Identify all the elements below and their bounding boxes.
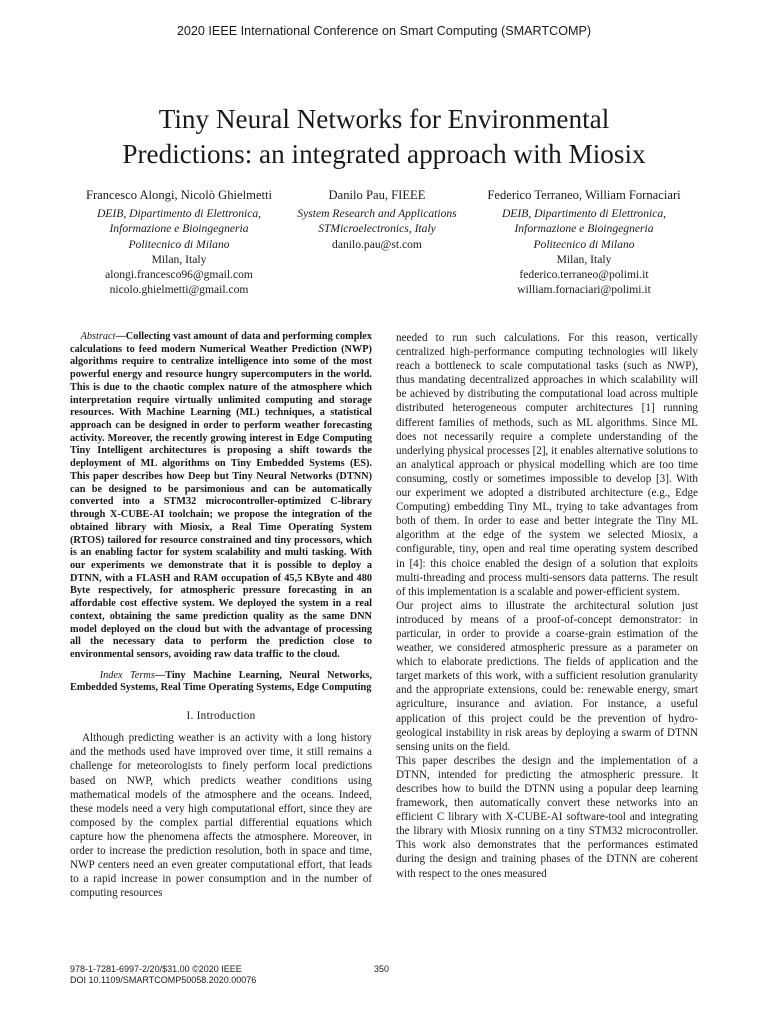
author-email[interactable]: danilo.pau@st.com [332,237,422,251]
footer-isbn: 978-1-7281-6997-2/20/$31.00 ©2020 IEEE [70,964,242,974]
footer-doi: DOI 10.1109/SMARTCOMP50058.2020.00076 [70,975,257,985]
abstract-text: Collecting vast amount of data and performing complex calculations to feed modern Numerical Weather Prediction (NWP) algorithms require to centralize intelligence into some of the most powerful energy and resource hungry supercomputers in the world. This is due to the chaotic complex nature of the atmosphere which interpretation require virtually unlimited computing and storage resources. With Machine Learning (ML) techniques, a statistical approach can be designed in order to perform weather forecasting activity. Moreover, the recently growing interest in Edge Computing Tiny Intelligent architectures is proposing a shift towards the deployment of ML algorithms on Tiny Embedded Systems (ES). This paper describes how Deep but Tiny Neural Networks (DTNN) can be designed to be parsimonious and can be automatically converted into a STM32 microcontroller-optimized C-library through X-CUBE-AI toolchain; we propose the integration of the obtained library with Miosix, a Real Time Operating System (RTOS) tailored for resource constrained and tiny processors, which is an enabling factor for system scalability and multi tasking. With our experiments we demonstrate that it is possible to deploy a DTNN, with a FLASH and RAM occupation of 45,5 KByte and 480 Byte respectively, for atmospheric pressure forecasting in an affordable cost effective system. We deployed the system in a real context, obtaining the same prediction quality as the same DNN model deployed on the cloud but with the advantage of processing all the necessary data to perform the prediction close to environmental sensors, avoiding raw data traffic to the cloud. [70,331,372,660]
affiliation-line: Informazione e Bioingegneria [109,222,249,236]
author-email[interactable]: william.fornaciari@polimi.it [517,283,651,297]
right-column [396,331,698,881]
author-location: Milan, Italy [151,252,207,266]
footer [70,964,256,986]
title-line-2: Predictions: an integrated approach with Miosix [122,139,646,169]
abstract: Abstract—Collecting vast amount of data and performing complex calculations to feed modern Numerical Weather Prediction (NWP) algorithms require to centralize intelligence into some of the most powerful energy and resource hungry supercomputers in the world. This is due to the chaotic complex nature of the atmosphere which interpretation require virtually unlimited computing and storage resources. With Machine Learning (ML) techniques, a statistical approach can be designed in order to perform weather forecasting activity. Moreover, the recently growing interest in Edge Computing Tiny Intelligent architectures is proposing a shift towards the deployment of ML algorithms on Tiny Embedded Systems (ES). This paper describes how Deep but Tiny Neural Networks (DTNN) can be designed to be parsimonious and can be automatically converted into a STM32 microcontroller-optimized C-library through X-CUBE-AI toolchain; we propose the integration of the obtained library with Miosix, a Real Time Operating System (RTOS) tailored for resource constrained and tiny processors, which is an enabling factor for system scalability and multi tasking. With our experiments we demonstrate that it is possible to deploy a DTNN, with a FLASH and RAM occupation of 45,5 KByte and 480 Byte respectively, for atmospheric pressure forecasting in an affordable cost effective system. We deployed the system in a real context, obtaining the same prediction quality as the same DNN model deployed on the cloud but with the advantage of processing all the necessary data to perform the prediction close to environmental sensors, avoiding raw data traffic to the cloud. [70,331,372,660]
author-block-2 [282,188,472,252]
paper-title [60,102,708,172]
affiliation-line: Politecnico di Milano [128,237,230,251]
left-column [70,331,372,900]
index-terms: Index Terms—Tiny Machine Learning, Neural Networks, Embedded Systems, Real Time Operating Systems, Edge Computing [70,669,373,694]
author-block-3 [464,188,704,297]
author-email[interactable]: nicolo.ghielmetti@gmail.com [109,283,249,297]
affiliation-line: DEIB, Dipartimento di Elettronica, [96,207,262,221]
introduction-body-left [70,731,372,900]
author-names: Francesco Alongi, Nicolò Ghielmetti [85,188,273,202]
conference-header: 2020 IEEE International Conference on Smart Computing (SMARTCOMP) [176,24,592,38]
author-block-1 [68,188,290,297]
affiliation-line: DEIB, Dipartimento di Elettronica, [501,207,667,221]
author-names: Federico Terraneo, William Fornaciari [487,188,681,202]
paragraph: Our project aims to illustrate the architectural solution just introduced by means of a proof-of-concept demonstrator: in particular, in order to provide a coarse-grain estimation of the weather, we considered atmospheric pressure as a parameter on which to elaborate predictions. The fields of application and the target markets of this work, with a sufficient resolution granularity and the appropriate extensions, could be: renewable energy, smart agriculture, insurance and aviation. For instance, a useful application of this project could be the prevention of hydro-geological instability in risk areas by deploying a swarm of DTNN sensing units on the field. [396,599,698,753]
title-line-1: Tiny Neural Networks for Environmental [158,104,610,134]
author-location: Milan, Italy [556,252,612,266]
page-number: 350 [374,964,390,974]
author-email[interactable]: federico.terraneo@polimi.it [519,268,649,282]
paragraph: needed to run such calculations. For this reason, vertically centralized high-performance computing technologies will likely reach a bottleneck to scale computational tasks (such as NWP), thus mandating decentralized approaches in which scalability will be achieved by distributing the computational load across multiple distributed heterogeneous computer architectures [1] running different families of methods, such as ML algorithms. Since ML does not necessarily require a complete understanding of the underlying physical processes [2], it enables alternative solutions to an analytical approach or physical modelling which are too time consuming, costly or sometimes impossible to develop [3]. With our experiment we adopted a distributed architecture (e.g., Edge Computing) embedding Tiny ML, trying to take advantages from both of them. In order to ease and better integrate the Tiny ML algorithm at the edge of the system we selected Miosix, a configurable, tiny, open and real time operating system described in [4]: this choice enabled the design of a solution that exploits multi-threading and process multi-sensors data patterns. The result of this implementation is a scalable and power-efficient system. [396,332,698,598]
affiliation-line: System Research and Applications [297,207,457,221]
index-terms-text: Tiny Machine Learning, Neural Networks, Embedded Systems, Real Time Operating Systems, Edge Computing [70,669,373,694]
index-terms-label: Index Terms [99,669,155,681]
paragraph: This paper describes the design and the implementation of a DTNN, intended for predicting the atmospheric pressure. It describes how to build the DTNN using a popular deep learning framework, then automatically convert these networks into an efficient C library with X-CUBE-AI software-tool and integrating the library with Miosix running on a tiny STM32 microcontroller. This work also demonstrates that the performances estimated during the design and training phases of the DTNN are coherent with respect to the ones measured [396,754,698,880]
author-email[interactable]: alongi.francesco96@gmail.com [105,268,253,282]
affiliation-line: STMicroelectronics, Italy [318,222,436,236]
affiliation-line: Politecnico di Milano [533,237,635,251]
section-heading-introduction: I. Introduction [186,710,256,723]
affiliation-line: Informazione e Bioingegneria [514,222,654,236]
author-names: Danilo Pau, FIEEE [328,188,426,202]
abstract-label: Abstract [80,331,116,342]
paragraph: Although predicting weather is an activity with a long history and the methods used have improved over time, it still remains a challenge for meteorologists to finely perform local predictions based on NWP, which predicts weather conditions using mathematical models of the atmosphere and the oceans. Indeed, these models need a very high computational effort, since they are composed by the complex partial differential equations which capture how the phenomena affects the atmosphere. Moreover, in order to increase the prediction resolution, both in space and time, NWP centers need an even greater computational effort, that leads to a rapid increase in power consumption and in the number of computing resources [70,732,372,900]
